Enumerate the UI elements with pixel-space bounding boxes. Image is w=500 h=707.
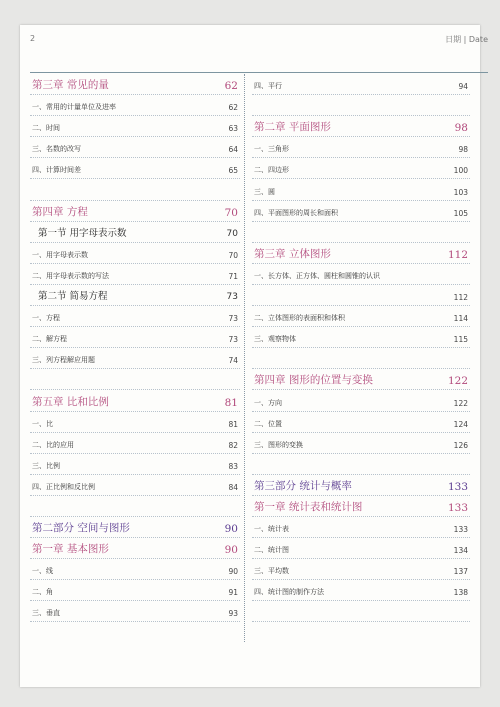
toc-entry-page: 70 [226,228,238,239]
toc-entry-page: 71 [228,271,238,281]
toc-item-row [30,412,240,433]
toc-blank-row [252,95,470,116]
toc-blank-row [252,454,470,475]
toc-entry-title: 二、四边形 [254,166,289,175]
toc-entry-title: 一、线 [32,567,53,576]
toc-entry-page: 63 [228,124,238,134]
toc-item-row [30,580,240,601]
toc-item-row [30,475,240,496]
toc-blank-row [252,222,470,243]
toc-entry-title: 第四章 图形的位置与变换 [254,374,373,387]
toc-blank-row [30,369,240,390]
toc-entry-page: 134 [453,546,468,556]
toc-entry-title: 一、比 [32,419,53,428]
toc-entry-page: 64 [228,145,238,155]
toc-chapter-row [252,369,470,390]
toc-item-row [252,285,470,306]
toc-entry-page: 122 [453,398,468,408]
toc-blank-row [30,496,240,517]
toc-chapter-row [252,243,470,264]
toc-item-row [30,95,240,116]
toc-entry-title: 四、平行 [254,82,282,91]
toc-item-row [30,243,240,264]
toc-entry-title: 第一章 统计表和统计图 [254,500,363,513]
toc-entry-page: 133 [447,501,468,514]
date-label: 日期 | Date [445,35,488,44]
toc-entry-page: 137 [453,567,468,577]
toc-item-row [30,433,240,454]
toc-item-row [252,559,470,580]
toc-entry-title: 第三部分 统计与概率 [254,479,352,492]
toc-entry-page: 73 [226,292,238,303]
toc-entry-page: 94 [458,82,468,92]
toc-entry-title: 二、解方程 [32,335,67,344]
toc-entry-page: 62 [224,80,238,93]
toc-entry-page: 82 [228,440,238,450]
toc-entry-title: 三、比例 [32,461,60,470]
toc-section-row [30,222,240,243]
toc-item-row [30,116,240,137]
toc-item-row [30,348,240,369]
toc-entry-title: 四、统计图的制作方法 [254,588,324,597]
toc-entry-title: 三、观察物体 [254,335,296,344]
toc-entry-page: 83 [228,461,238,471]
toc-item-row [252,137,470,158]
toc-entry-page: 90 [224,523,238,536]
toc-entry-page: 112 [447,248,468,261]
toc-entry-page: 70 [228,250,238,260]
toc-item-row [30,137,240,158]
toc-entry-page: 65 [228,166,238,176]
toc-entry-page: 81 [224,396,238,409]
toc-entry-title: 三、平均数 [254,567,289,576]
toc-item-row [252,327,470,348]
toc-entry-page: 91 [228,588,238,598]
toc-entry-title: 三、圆 [254,187,275,196]
toc-entry-title: 一、长方体、正方体、圆柱和圆锥的认识 [254,271,380,280]
toc-item-row [30,327,240,348]
toc-entry-title: 二、时间 [32,124,60,133]
toc-chapter-row [30,390,240,411]
toc-entry-title: 四、平面图形的周长和面积 [254,208,338,217]
toc-blank-row [30,179,240,200]
toc-item-row [30,601,240,622]
toc-entry-page: 115 [453,335,468,345]
toc-entry-title: 第一节 用字母表示数 [38,227,127,239]
toc-entry-title: 一、用字母表示数 [32,250,88,259]
toc-chapter-row [30,74,240,95]
toc-entry-page: 73 [228,335,238,345]
toc-entry-page: 133 [453,525,468,535]
toc-entry-page: 73 [228,314,238,324]
toc-section-row [30,285,240,306]
toc-entry-title: 第三章 立体图形 [254,247,331,260]
toc-entry-page: 138 [453,588,468,598]
toc-entry-page: 126 [453,440,468,450]
toc-item-row [252,201,470,222]
toc-entry-page: 114 [453,314,468,324]
toc-entry-title: 第二章 平面图形 [254,121,331,134]
toc-entry-title: 一、统计表 [254,525,289,534]
toc-entry-page: 90 [224,544,238,557]
toc-right-column [252,74,470,622]
column-divider [244,74,245,642]
toc-entry-page: 84 [228,482,238,492]
toc-item-row [30,158,240,179]
toc-entry-page: 70 [224,206,238,219]
toc-entry-page: 122 [447,375,468,388]
toc-entry-title: 第四章 方程 [32,205,88,218]
toc-item-row [30,559,240,580]
toc-entry-page: 133 [447,480,468,493]
toc-entry-title: 四、计算时间差 [32,166,81,175]
toc-chapter-row [30,538,240,559]
toc-entry-page: 105 [453,208,468,218]
toc-chapter-row [252,116,470,137]
toc-item-row [252,179,470,200]
toc-entry-title: 第三章 常见的量 [32,79,109,92]
toc-item-row [30,454,240,475]
toc-entry-title: 一、方程 [32,314,60,323]
toc-item-row [30,264,240,285]
header-rule [30,72,488,73]
toc-blank-row [252,601,470,622]
toc-blank-row [252,348,470,369]
toc-entry-page: 124 [453,419,468,429]
toc-entry-page: 90 [228,567,238,577]
toc-item-row [252,517,470,538]
toc-item-row [252,264,470,285]
toc-item-row [252,390,470,411]
toc-entry-title: 四、正比例和反比例 [32,482,95,491]
toc-entry-title: 三、垂直 [32,609,60,618]
toc-entry-title: 二、统计图 [254,546,289,555]
toc-entry-page: 74 [228,356,238,366]
toc-part-row [252,475,470,496]
toc-entry-page: 98 [454,122,468,135]
toc-entry-title: 第五章 比和比例 [32,395,109,408]
toc-item-row [252,412,470,433]
toc-entry-page: 112 [453,293,468,303]
page-number: 2 [30,34,36,43]
toc-entry-page: 103 [453,187,468,197]
toc-chapter-row [30,201,240,222]
page-header [30,34,488,48]
toc-entry-page: 100 [453,166,468,176]
toc-entry-title: 第一章 基本图形 [32,543,109,556]
toc-entry-title: 三、图形的变换 [254,440,303,449]
toc-chapter-row [252,496,470,517]
toc-entry-page: 93 [228,609,238,619]
toc-item-row [252,74,470,95]
toc-entry-page: 62 [228,103,238,113]
toc-entry-title: 一、三角形 [254,145,289,154]
toc-entry-title: 二、角 [32,588,53,597]
toc-item-row [252,538,470,559]
toc-entry-title: 二、立体图形的表面积和体积 [254,314,345,323]
toc-entry-title: 三、列方程解应用题 [32,356,95,365]
toc-entry-page: 81 [228,419,238,429]
toc-entry-title: 三、名数的改写 [32,145,81,154]
toc-entry-title: 二、比的应用 [32,440,74,449]
toc-item-row [252,433,470,454]
toc-entry-title: 第二部分 空间与图形 [32,522,130,535]
toc-entry-title: 一、方向 [254,398,282,407]
toc-part-row [30,517,240,538]
toc-entry-title: 二、用字母表示数的写法 [32,271,109,280]
toc-entry-page: 98 [458,145,468,155]
toc-entry-title: 二、位置 [254,419,282,428]
toc-item-row [252,158,470,179]
toc-entry-title: 第二节 简易方程 [38,291,108,303]
toc-item-row [30,306,240,327]
toc-entry-title: 一、常用的计量单位及进率 [32,103,116,112]
toc-item-row [252,580,470,601]
toc-item-row [252,306,470,327]
toc-left-column [30,74,240,622]
